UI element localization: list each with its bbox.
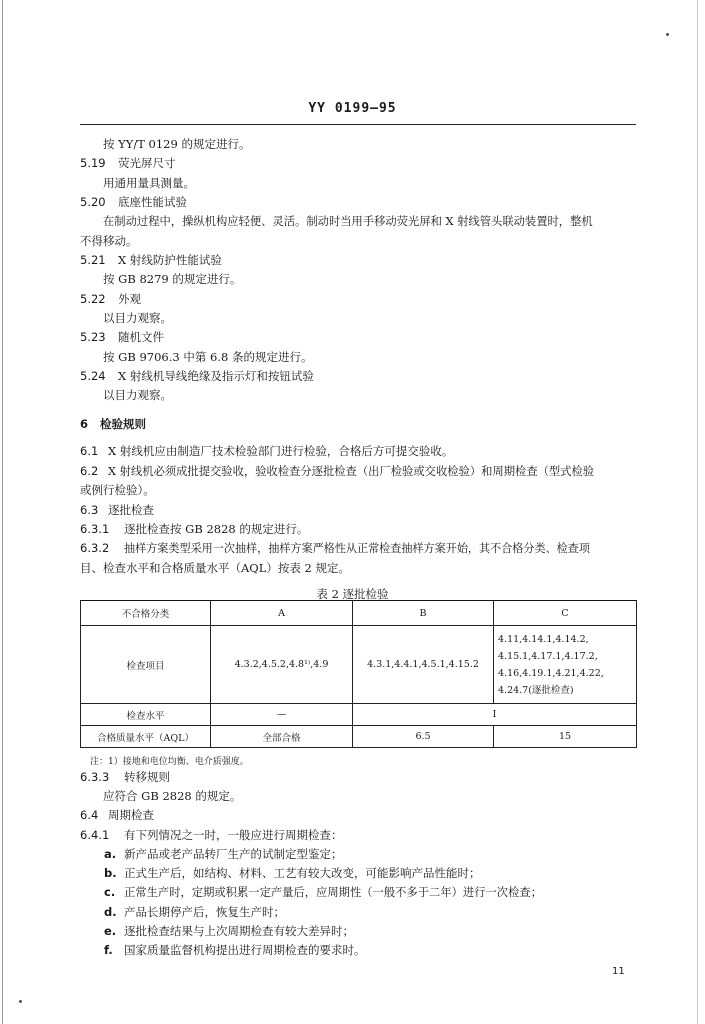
header-rule [80, 124, 636, 125]
body-line: 用通用量具测量。 [103, 176, 195, 190]
body-line: 按 YY/T 0129 的规定进行。 [103, 137, 251, 151]
body-line: 逐批检查按 GB 2828 的规定进行。 [124, 522, 309, 536]
clause-number: 6.4 [80, 808, 99, 822]
clause-title: 随机文件 [118, 330, 164, 344]
chapter-title: 检验规则 [100, 417, 146, 431]
clause-title: 周期检查 [108, 808, 154, 822]
table-header-cell: 不合格分类 [81, 601, 211, 626]
table-header-cell: B [353, 601, 494, 626]
list-marker: d. [104, 905, 117, 919]
page-header: YY 0199—95 [308, 101, 397, 116]
clause-title: 荧光屏尺寸 [118, 156, 176, 170]
body-line: 在制动过程中，操纵机构应轻便、灵活。制动时当用手移动荧光屏和 X 射线管头联动装置时，整机 [103, 215, 593, 228]
table-cell-line: 4.24.7(逐批检查) [498, 684, 574, 696]
table-cell: 合格质量水平（AQL） [81, 726, 211, 748]
body-line: 以目力观察。 [103, 388, 172, 402]
body-line: 以目力观察。 [103, 311, 172, 325]
clause-number: 6.2 [80, 464, 99, 478]
clause-number: 6.1 [80, 444, 99, 458]
body-line: X 射线机应由制造厂技术检验部门进行检验，合格后方可提交验收。 [108, 444, 454, 458]
clause-number: 6.4.1 [80, 828, 110, 842]
clause-title: X 射线防护性能试验 [118, 253, 222, 267]
scan-dot [666, 33, 669, 36]
clause-number: 6.3 [80, 503, 99, 517]
table-cell: 4.3.1,4.4.1,4.5.1,4.15.2 [353, 626, 494, 704]
table-cell-line: 4.15.1,4.17.1,4.17.2, [498, 650, 598, 662]
clause-title: 逐批检查 [108, 503, 154, 517]
table-cell [494, 626, 637, 704]
table-header-cell: A [211, 601, 353, 626]
page-number: 11 [612, 966, 625, 977]
body-line: X 射线机必须成批提交验收，验收检查分逐批检查（出厂检验或交收检验）和周期检查（型式检验 [108, 465, 595, 478]
body-line: 抽样方案类型采用一次抽样，抽样方案严格性从正常检查抽样方案开始，其不合格分类、检查项 [124, 542, 590, 555]
chapter-number: 6 [80, 417, 89, 431]
list-marker: c. [104, 885, 116, 899]
table-row [81, 726, 637, 748]
clause-number: 5.22 [80, 292, 106, 306]
list-item: 新产品或老产品转厂生产的试制定型鉴定； [124, 847, 343, 861]
list-marker: b. [104, 866, 117, 880]
body-line: 不得移动。 [80, 234, 138, 248]
clause-title: 转移规则 [124, 770, 170, 784]
scan-edge-right [697, 0, 698, 1024]
clause-number: 6.3.1 [80, 522, 110, 536]
body-line: 按 GB 8279 的规定进行。 [103, 272, 242, 286]
table-cell: 全部合格 [211, 726, 353, 748]
table-cell: 6.5 [353, 726, 494, 748]
body-line: 或例行检验）。 [80, 483, 155, 497]
clause-number: 5.23 [80, 330, 106, 344]
inspection-table [80, 600, 637, 748]
clause-title: 外观 [118, 292, 141, 306]
scan-dot [19, 1000, 22, 1003]
table-header-row [81, 601, 637, 626]
clause-number: 5.24 [80, 369, 106, 383]
clause-title: X 射线机导线绝缘及指示灯和按钮试验 [118, 369, 314, 383]
body-line: 应符合 GB 2828 的规定。 [103, 789, 242, 803]
body-line: 目、检查水平和合格质量水平（AQL）按表 2 规定。 [80, 561, 350, 575]
table-cell: 15 [494, 726, 637, 748]
list-item: 国家质量监督机构提出进行周期检查的要求时。 [124, 943, 366, 957]
list-item: 正式生产后，如结构、材料、工艺有较大改变，可能影响产品性能时； [124, 866, 481, 880]
table-row [81, 626, 637, 704]
table-caption: 表 2 逐批检验 [316, 587, 389, 601]
table-cell: Ⅰ [353, 704, 637, 726]
table-cell: — [211, 704, 353, 726]
table-cell: 4.3.2,4.5.2,4.8¹⁾,4.9 [211, 626, 353, 704]
clause-title: 底座性能试验 [118, 195, 187, 209]
body-line: 按 GB 9706.3 中第 6.8 条的规定进行。 [103, 350, 313, 364]
table-row [81, 704, 637, 726]
list-marker: f. [104, 943, 113, 957]
scan-edge-left [2, 0, 3, 1024]
clause-number: 6.3.2 [80, 541, 110, 555]
list-marker: a. [104, 847, 117, 861]
clause-number: 5.20 [80, 195, 106, 209]
list-marker: e. [104, 924, 117, 938]
table-header-cell: C [494, 601, 637, 626]
table-cell-line: 4.16,4.19.1,4.21,4.22, [498, 667, 604, 679]
table-cell: 检查水平 [81, 704, 211, 726]
table-note: 注：1）接地和电位均衡、电介质强度。 [90, 757, 249, 767]
list-item: 产品长期停产后，恢复生产时； [124, 905, 285, 919]
body-line: 有下列情况之一时，一般应进行周期检查： [124, 828, 343, 842]
clause-number: 5.21 [80, 253, 106, 267]
table-cell: 检查项目 [81, 626, 211, 704]
list-item: 逐批检查结果与上次周期检查有较大差异时； [124, 924, 354, 938]
clause-number: 5.19 [80, 156, 106, 170]
clause-number: 6.3.3 [80, 770, 110, 784]
list-item: 正常生产时，定期或积累一定产量后，应周期性（一般不多于二年）进行一次检查； [124, 886, 542, 899]
table-cell-line: 4.11,4.14.1,4.14.2, [498, 633, 589, 645]
